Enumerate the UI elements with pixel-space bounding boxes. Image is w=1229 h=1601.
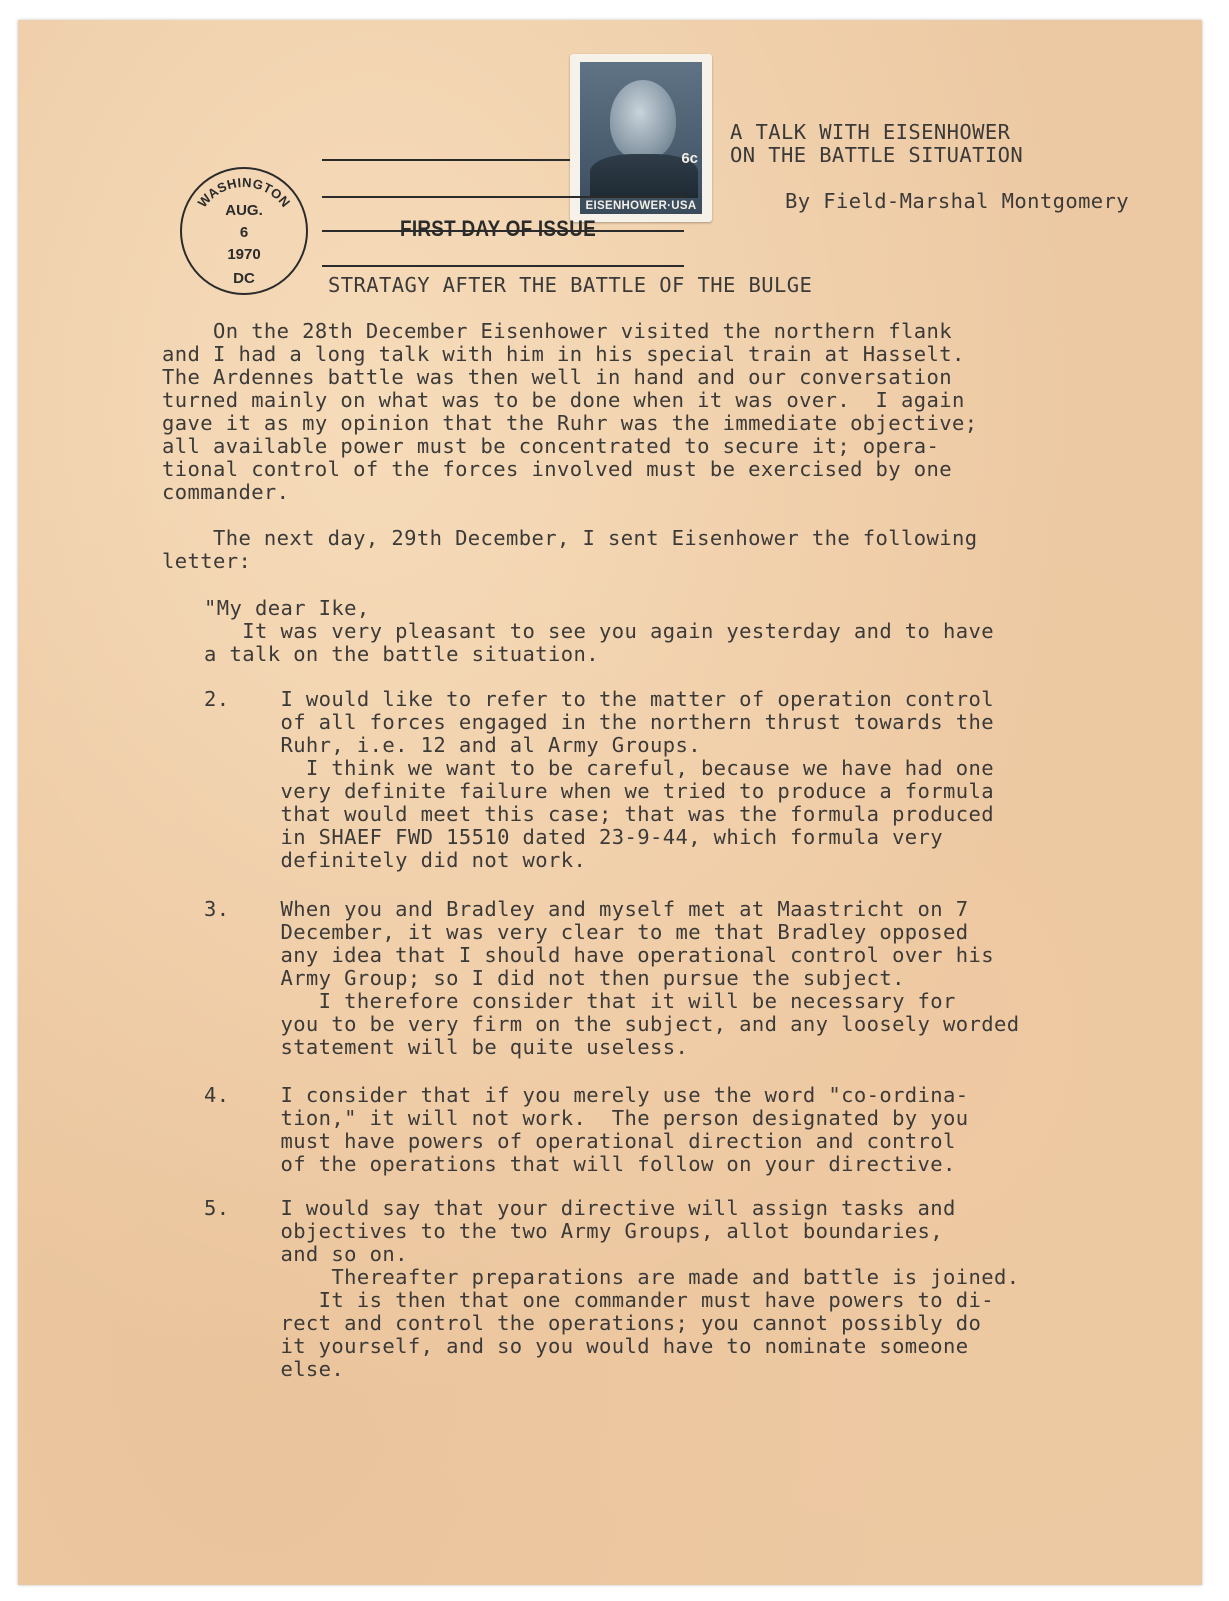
portrait-head-icon	[610, 80, 676, 160]
stamp-label: EISENHOWER·USA	[585, 200, 697, 212]
postmark-day: 6	[239, 224, 249, 241]
postmark-city: WASHINGTON	[194, 174, 294, 211]
cancel-line-4	[322, 265, 684, 267]
paragraph-1: On the 28th December Eisenhower visited the northern flank and I had a long talk with him in his special train at Hasselt. The Ardennes battle was then well in hand and our conversation turned mainly on what was to be done when it was over. I again gave it as my opinion that the Ruhr was the immediate objective; all available power must be concentrated to secure it; opera- tional control of the forces involved must be exercised by one commander.	[162, 319, 978, 504]
cancel-line-1	[322, 159, 570, 161]
postmark-month: AUG.	[225, 202, 263, 219]
document-page	[18, 20, 1202, 1585]
section-heading: STRATAGY AFTER THE BATTLE OF THE BULGE	[328, 273, 813, 297]
letter-item-5: 5. I would say that your directive will assign tasks and objectives to the two Army Groups, allot boundaries, and so on. Thereafter preparations are made and battle is joined. It is then that one commander must have powers to di- rect and control the operations; you cannot possibly do it yourself, and so you would have to nominate someone else.	[204, 1196, 1020, 1381]
title-line-2: ON THE BATTLE SITUATION	[730, 143, 1024, 167]
letter-item-2: 2. I would like to refer to the matter of operation control of all forces engaged in the northern thrust towards the Ruhr, i.e. 12 and al Army Groups. I think we want to be careful, because we have had one very definite failure when we tried to produce a formula that would meet this case; that was the formula produced in SHAEF FWD 15510 dated 23-9-44, which formula very definitely did not work.	[204, 687, 995, 872]
title-line-1: A TALK WITH EISENHOWER	[730, 120, 1011, 144]
postmark-year: 1970	[227, 246, 261, 263]
first-day-of-issue: FIRST DAY OF ISSUE	[400, 216, 596, 241]
cancel-line-2	[322, 196, 684, 198]
stamp-value: 6c	[681, 150, 698, 167]
postmark-state: DC	[233, 270, 255, 287]
washington-postmark	[180, 167, 308, 295]
letter-salutation: "My dear Ike, It was very pleasant to see you again yesterday and to have a talk on the battle situation.	[204, 596, 995, 666]
letter-item-4: 4. I consider that if you merely use the word "co-ordina- tion," it will not work. The person designated by you must have powers of operational direction and control of the operations that will follow on your directive.	[204, 1083, 969, 1176]
letter-item-3: 3. When you and Bradley and myself met at Maastricht on 7 December, it was very clear to me that Bradley opposed any idea that I should have operational control over his Army Group; so I did not then pursue the subject. I therefore consider that it will be necessary for you to be very firm on the subject, and any loosely worded statement will be quite useless.	[204, 897, 1020, 1059]
stamp-portrait	[580, 62, 702, 214]
byline: By Field-Marshal Montgomery	[785, 189, 1130, 213]
paragraph-2: The next day, 29th December, I sent Eisenhower the following letter:	[162, 526, 978, 573]
